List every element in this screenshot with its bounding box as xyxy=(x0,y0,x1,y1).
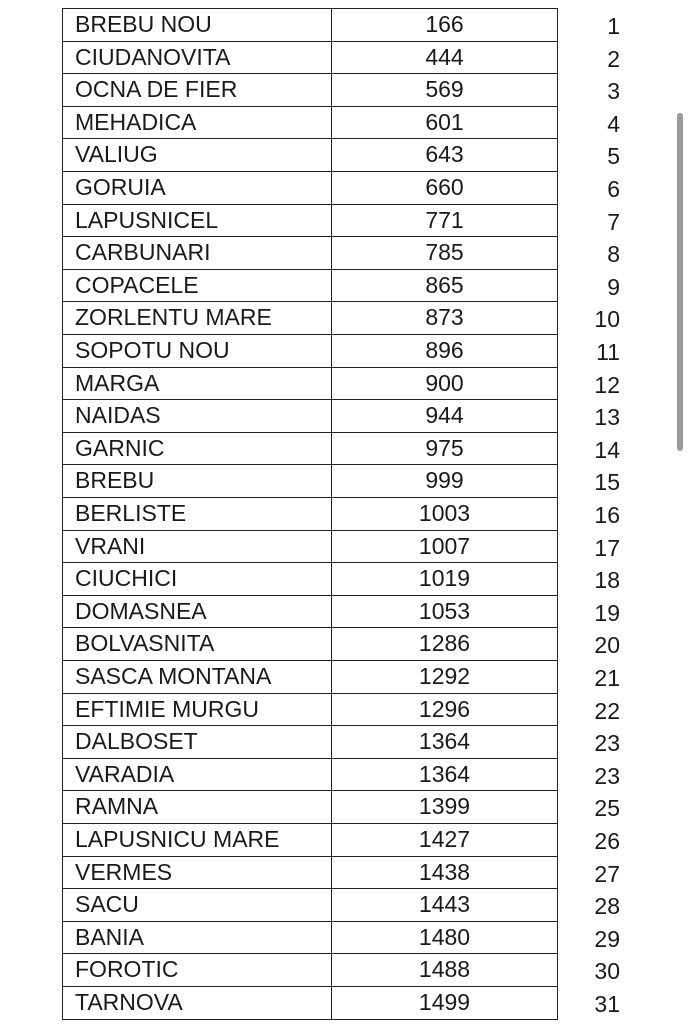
rank-number: 15 xyxy=(594,469,620,496)
table-row xyxy=(62,497,558,530)
table-row xyxy=(62,790,558,823)
locality-name-cell: VARADIA xyxy=(62,759,332,791)
locality-name-cell: SOPOTU NOU xyxy=(62,335,332,367)
rank-number: 25 xyxy=(594,795,620,822)
rank-number: 28 xyxy=(594,893,620,920)
table-row xyxy=(62,921,558,954)
table-row xyxy=(62,823,558,856)
rank-number: 21 xyxy=(594,665,620,691)
locality-name-cell: MEHADICA xyxy=(62,107,332,139)
table-row xyxy=(62,888,558,921)
rank-number: 9 xyxy=(607,273,620,300)
rank-number: 23 xyxy=(594,762,620,789)
rank-number: 23 xyxy=(594,730,620,757)
value-cell: 1019 xyxy=(332,563,558,595)
locality-name-cell: FOROTIC xyxy=(62,954,332,986)
locality-name-cell: MARGA xyxy=(62,368,332,400)
rank-number: 14 xyxy=(594,436,620,463)
value-cell: 601 xyxy=(332,107,558,139)
rank-number: 16 xyxy=(594,502,620,528)
locality-name-cell: CIUCHICI xyxy=(62,563,332,595)
rank-number: 29 xyxy=(594,925,620,952)
locality-name-cell: COPACELE xyxy=(62,270,332,302)
table-row xyxy=(62,432,558,465)
table-row xyxy=(62,595,558,628)
locality-name-cell: GORUIA xyxy=(62,172,332,204)
table-row xyxy=(62,399,558,432)
value-cell: 1438 xyxy=(332,857,558,889)
value-cell: 999 xyxy=(332,465,558,497)
table-row xyxy=(62,236,558,269)
locality-name-cell: BANIA xyxy=(62,922,332,954)
table-row xyxy=(62,986,558,1019)
table-row xyxy=(62,530,558,563)
table-row xyxy=(62,269,558,302)
value-cell: 1003 xyxy=(332,498,558,530)
table-row xyxy=(62,725,558,758)
table-row xyxy=(62,856,558,889)
locality-name-cell: SACU xyxy=(62,889,332,921)
rank-number: 8 xyxy=(607,241,620,268)
locality-name-cell: GARNIC xyxy=(62,433,332,465)
table-row xyxy=(62,660,558,693)
rank-number: 12 xyxy=(594,371,620,398)
rank-number: 30 xyxy=(594,958,620,985)
locality-name-cell: DOMASNEA xyxy=(62,596,332,628)
value-cell: 1364 xyxy=(332,726,558,758)
table-row xyxy=(62,464,558,497)
table-row xyxy=(62,106,558,139)
locality-name-cell: BERLISTE xyxy=(62,498,332,530)
value-cell: 444 xyxy=(332,42,558,74)
locality-name-cell: CARBUNARI xyxy=(62,237,332,269)
value-cell: 873 xyxy=(332,302,558,334)
rank-number: 22 xyxy=(594,697,620,724)
value-cell: 900 xyxy=(332,368,558,400)
rank-number: 6 xyxy=(607,176,620,202)
rank-number: 7 xyxy=(607,208,620,235)
table-row xyxy=(62,562,558,595)
locality-name-cell: NAIDAS xyxy=(62,400,332,432)
rank-number: 2 xyxy=(607,45,620,72)
rank-number: 13 xyxy=(594,404,620,431)
rank-number: 18 xyxy=(594,567,620,594)
rank-number: 17 xyxy=(594,534,620,561)
rank-number: 20 xyxy=(594,632,620,659)
table-bottom-border xyxy=(62,1019,558,1020)
locality-name-cell: BREBU NOU xyxy=(62,9,332,41)
locality-name-cell: CIUDANOVITA xyxy=(62,42,332,74)
value-cell: 1443 xyxy=(332,889,558,921)
value-cell: 944 xyxy=(332,400,558,432)
rank-number: 5 xyxy=(607,143,620,170)
value-cell: 166 xyxy=(332,9,558,41)
table-row xyxy=(62,693,558,726)
table-row xyxy=(62,301,558,334)
value-cell: 1007 xyxy=(332,531,558,563)
value-cell: 771 xyxy=(332,205,558,237)
locality-name-cell: TARNOVA xyxy=(62,987,332,1019)
locality-name-cell: VALIUG xyxy=(62,139,332,171)
value-cell: 1296 xyxy=(332,694,558,726)
rank-number: 11 xyxy=(596,339,620,365)
locality-name-cell: LAPUSNICU MARE xyxy=(62,824,332,856)
table-row xyxy=(62,758,558,791)
rank-number: 27 xyxy=(594,860,620,887)
locality-name-cell: LAPUSNICEL xyxy=(62,205,332,237)
value-cell: 1364 xyxy=(332,759,558,791)
table-row xyxy=(62,8,558,41)
value-cell: 1427 xyxy=(332,824,558,856)
rank-number: 26 xyxy=(594,828,620,854)
rank-number: 3 xyxy=(607,78,620,105)
value-cell: 1286 xyxy=(332,628,558,660)
value-cell: 569 xyxy=(332,74,558,106)
value-cell: 643 xyxy=(332,139,558,171)
value-cell: 1480 xyxy=(332,922,558,954)
locality-name-cell: SASCA MONTANA xyxy=(62,661,332,693)
value-cell: 865 xyxy=(332,270,558,302)
rank-number: 10 xyxy=(594,306,620,333)
locality-name-cell: RAMNA xyxy=(62,791,332,823)
table-row xyxy=(62,73,558,106)
table-row xyxy=(62,171,558,204)
value-cell: 1499 xyxy=(332,987,558,1019)
value-cell: 896 xyxy=(332,335,558,367)
table-row xyxy=(62,367,558,400)
table-row xyxy=(62,627,558,660)
rank-number: 4 xyxy=(607,110,620,137)
locality-name-cell: EFTIMIE MURGU xyxy=(62,694,332,726)
vertical-scrollbar[interactable] xyxy=(677,113,683,451)
table-row xyxy=(62,953,558,986)
locality-name-cell: ZORLENTU MARE xyxy=(62,302,332,334)
locality-name-cell: DALBOSET xyxy=(62,726,332,758)
locality-name-cell: BOLVASNITA xyxy=(62,628,332,660)
value-cell: 785 xyxy=(332,237,558,269)
rank-number: 1 xyxy=(607,13,620,39)
locality-name-cell: VERMES xyxy=(62,857,332,889)
rank-number: 31 xyxy=(594,991,620,1017)
locality-name-cell: BREBU xyxy=(62,465,332,497)
table-row xyxy=(62,41,558,74)
value-cell: 1292 xyxy=(332,661,558,693)
rank-number: 19 xyxy=(594,599,620,626)
value-cell: 660 xyxy=(332,172,558,204)
table-row xyxy=(62,334,558,367)
table-row xyxy=(62,138,558,171)
value-cell: 1053 xyxy=(332,596,558,628)
value-cell: 1488 xyxy=(332,954,558,986)
data-table xyxy=(62,0,558,1021)
table-row xyxy=(62,204,558,237)
locality-name-cell: VRANI xyxy=(62,531,332,563)
locality-name-cell: OCNA DE FIER xyxy=(62,74,332,106)
value-cell: 975 xyxy=(332,433,558,465)
value-cell: 1399 xyxy=(332,791,558,823)
